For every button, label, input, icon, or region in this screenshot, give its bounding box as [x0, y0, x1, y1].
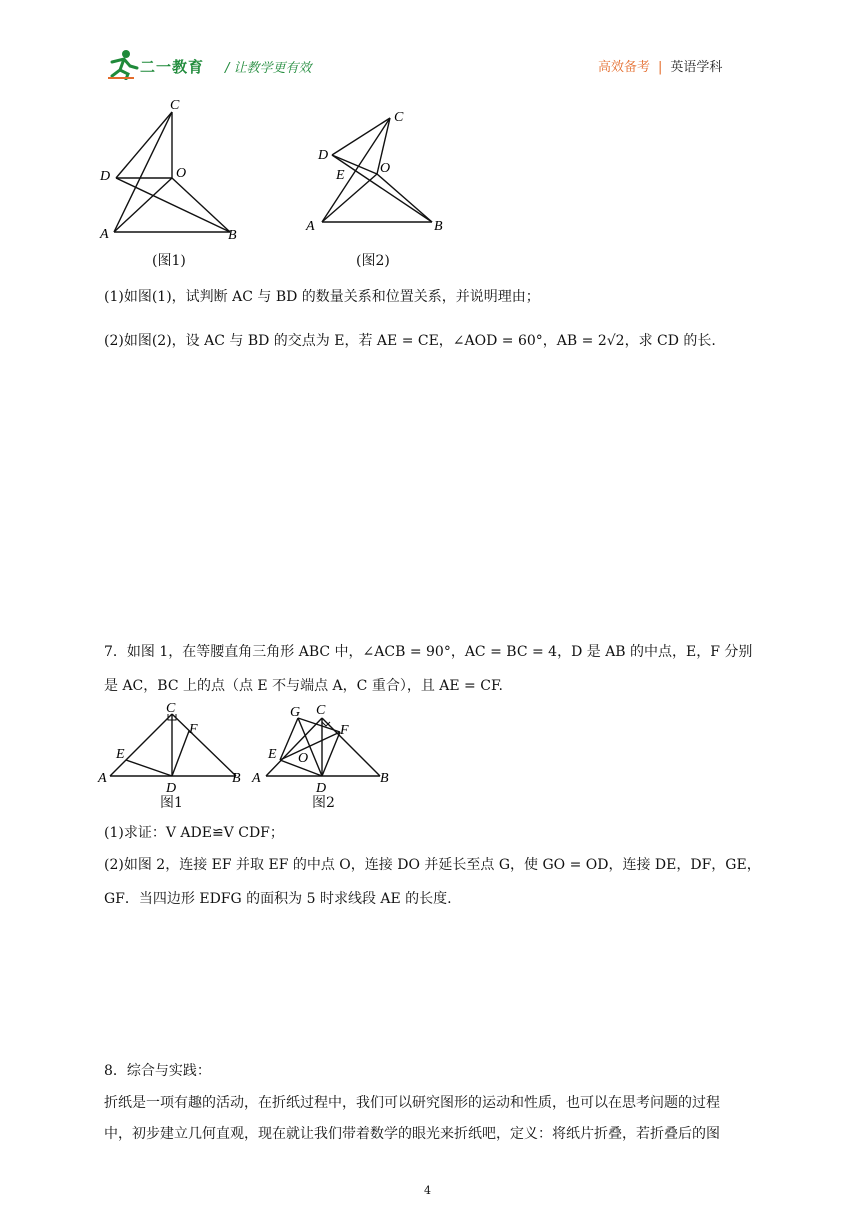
q7-fig2-label-g: G: [290, 705, 301, 720]
q6-figure-2: [302, 100, 452, 240]
q8-line-3: 中，初步建立几何直观，现在就让我们带着数学的眼光来折纸吧，定义：将纸片折叠，若折叠后的图: [104, 1126, 720, 1142]
q7-fig1-label-c: C: [166, 701, 176, 716]
fig1-label-o: O: [176, 166, 187, 181]
q8-line-1: 8．综合与实践：: [104, 1063, 211, 1079]
q7-fig2-label-o: O: [298, 751, 309, 766]
q7-line-1: 7．如图 1，在等腰直角三角形 ABC 中，∠ACB = 90°，AC = BC = 4，D 是 AB 的中点，E，F 分别: [104, 644, 753, 660]
fig2-label-c: C: [394, 110, 404, 125]
q7-fig2-label-b: B: [380, 771, 389, 786]
fig1-label-c: C: [170, 98, 180, 113]
q8-line-2: 折纸是一项有趣的活动，在折纸过程中，我们可以研究图形的运动和性质，也可以在思考问题的过程: [104, 1095, 720, 1111]
q7-fig2-label-f: F: [340, 723, 349, 738]
fig2-label-e: E: [336, 168, 345, 183]
q7-part-2-line-2: GF．当四边形 EDFG 的面积为 5 时求线段 AE 的长度.: [104, 891, 452, 907]
q7-fig2-caption: 图2: [312, 795, 335, 811]
q6-figure-1: [96, 95, 246, 245]
q7-fig1-label-d: D: [166, 781, 177, 796]
q7-fig1-caption: 图1: [160, 795, 183, 811]
fig1-label-d: D: [100, 169, 111, 184]
brand-slogan: / 让教学更有效: [225, 61, 312, 76]
q6-fig1-caption: (图1): [152, 253, 186, 269]
fig2-label-o: O: [380, 161, 391, 176]
q7-part-2-line-1: (2)如图 2，连接 EF 并取 EF 的中点 O，连接 DO 并延长至点 G，使 GO = OD，连接 DE，DF，GE，: [104, 857, 761, 873]
header-right: [598, 56, 722, 75]
header-tag-a: 高效备考: [598, 60, 651, 75]
logo-runner-icon: [104, 48, 140, 80]
fig1-label-b: B: [228, 228, 237, 243]
q6-part-2: (2)如图(2)，设 AC 与 BD 的交点为 E，若 AE = CE，∠AOD = 60°，AB = 2√2，求 CD 的长.: [104, 333, 716, 349]
fig1-label-a: A: [100, 227, 109, 242]
page-number: 4: [424, 1184, 431, 1197]
header: [0, 0, 860, 90]
q7-fig1-label-e: E: [116, 747, 125, 762]
header-separator: |: [658, 60, 663, 75]
fig2-label-d: D: [318, 148, 329, 163]
q7-fig1-label-a: A: [98, 771, 107, 786]
brand-name: 二一教育: [140, 58, 205, 76]
q7-line-2: 是 AC，BC 上的点（点 E 不与端点 A，C 重合），且 AE = CF.: [104, 678, 503, 694]
q7-fig2-label-e: E: [268, 747, 277, 762]
q7-fig2-label-d: D: [316, 781, 327, 796]
q7-part-1: (1)求证：V ADE≌V CDF；: [104, 825, 284, 841]
q6-fig2-caption: (图2): [356, 253, 390, 269]
fig2-label-a: A: [306, 219, 315, 234]
q7-fig1-label-f: F: [189, 722, 198, 737]
header-tag-b: 英语学科: [670, 60, 723, 75]
q6-part-1: (1)如图(1)，试判断 AC 与 BD 的数量关系和位置关系，并说明理由；: [104, 289, 540, 305]
fig2-label-b: B: [434, 219, 443, 234]
q7-fig2-label-c: C: [316, 703, 326, 718]
q7-fig1-label-b: B: [232, 771, 241, 786]
q7-fig2-label-a: A: [252, 771, 261, 786]
